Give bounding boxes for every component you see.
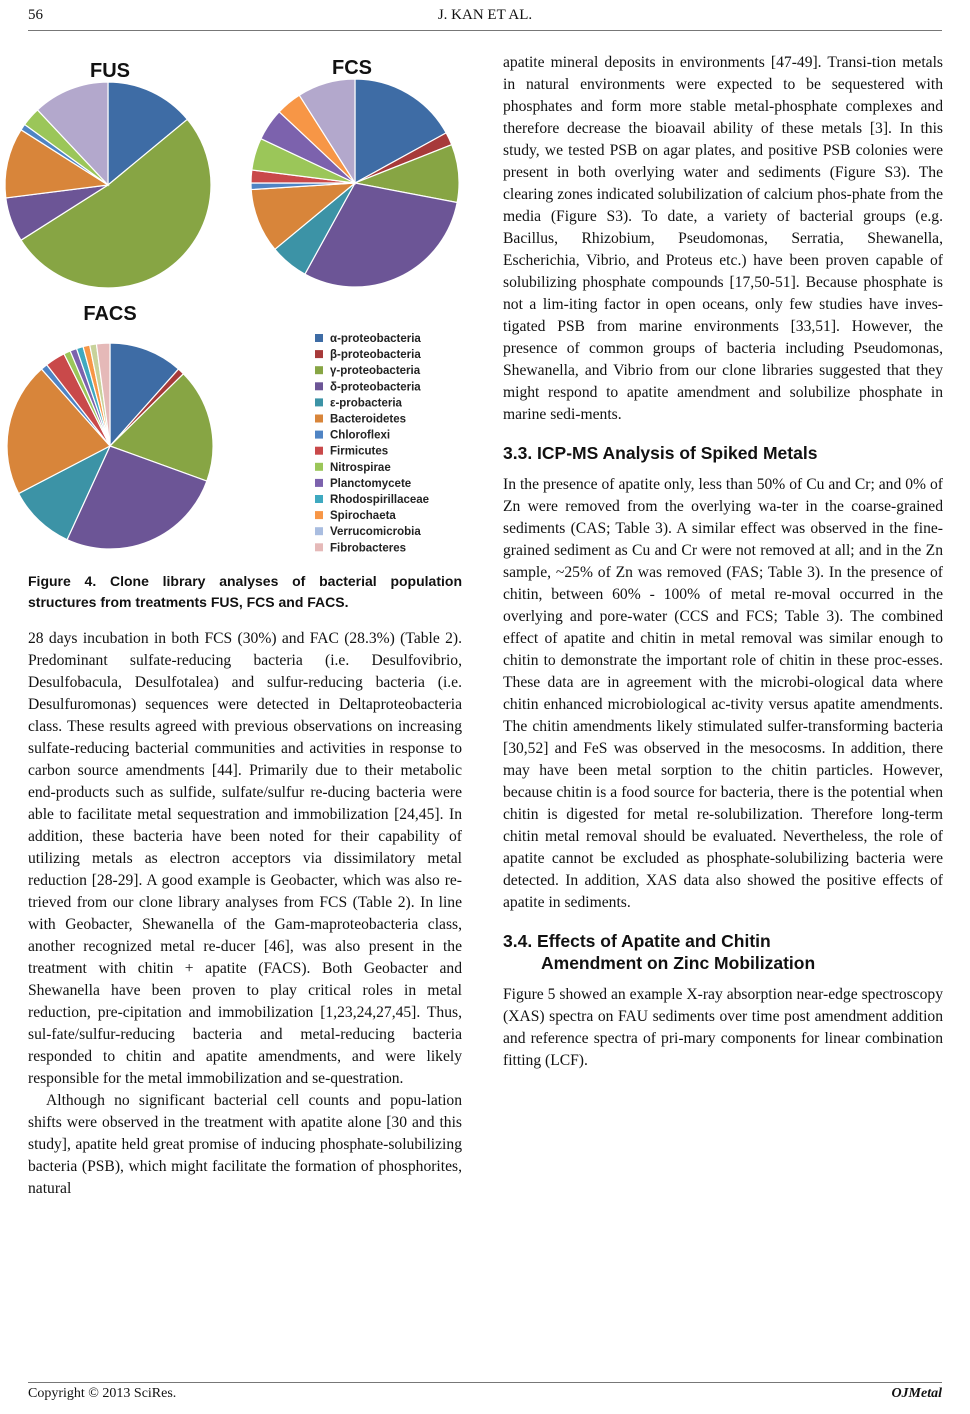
legend-label: α-proteobacteria [330, 333, 421, 345]
right-column [503, 52, 943, 1072]
footer-journal: OJMetal [891, 1386, 942, 1401]
legend-label: ε-probacteria [330, 397, 402, 410]
footer-rule [28, 1382, 942, 1383]
footer-copyright: Copyright © 2013 SciRes. [28, 1386, 177, 1401]
legend-swatch [315, 334, 323, 342]
legend-label: Firmicutes [330, 445, 389, 458]
figure-caption: Figure 4. Clone library analyses of bacterial population structures from treatments FUS, FCS and FACS. [28, 573, 462, 610]
pie-title-fus: FUS [90, 60, 130, 82]
pie-title-fcs: FCS [332, 57, 372, 79]
legend-label: δ-proteobacteria [330, 381, 421, 394]
legend-label: Verrucomicrobia [330, 526, 421, 539]
legend-label: Nitrospirae [330, 461, 391, 474]
legend-swatch [315, 350, 323, 358]
section-heading-3-3: 3.3. ICP-MS Analysis of Spiked Metals [503, 443, 818, 463]
legend-swatch [315, 366, 323, 374]
legend-swatch [315, 382, 323, 390]
legend-swatch [315, 415, 323, 423]
legend-label: Rhodospirillaceae [330, 494, 430, 506]
legend-swatch [315, 463, 323, 471]
pie-title-facs: FACS [83, 303, 137, 325]
legend-label: Bacteroidetes [330, 413, 407, 426]
section-heading-3-4-cont: Amendment on Zinc Mobilization [541, 953, 816, 973]
running-header-authors: J. KAN ET AL. [437, 7, 533, 23]
legend-swatch [315, 479, 323, 487]
paragraph: Although no significant bacterial cell counts and popu-lation shifts were observed in the treatment with apatite alone [30 and this study], apatite held great promise of inducing phosphate-solubilizing bacteria (PSB), which might facilitate the formation of phosphorites, natural [28, 1092, 462, 1197]
pie-legend [315, 333, 429, 554]
legend-label: γ-proteobacteria [330, 365, 421, 378]
legend-swatch [315, 543, 323, 551]
legend-label: Chloroflexi [330, 429, 391, 442]
left-column [28, 628, 462, 1200]
legend-swatch [315, 431, 323, 439]
legend-swatch [315, 527, 323, 535]
paragraph: Figure 5 showed an example X-ray absorption near-edge spectroscopy (XAS) spectra on FAU sediments over time post amendment addition and reference spectra of pri-mary components for linear combination fitting (LCF). [503, 986, 943, 1069]
legend-label: Fibrobacteres [330, 542, 407, 555]
legend-swatch [315, 511, 323, 519]
legend-label: Planctomycete [330, 477, 412, 490]
pie-fus [5, 82, 211, 288]
figure-4-pie-charts [0, 0, 480, 570]
paragraph: apatite mineral deposits in environments [47-49]. Transi-tion metals in natural environments were expected to be sequestered with phosphates and form more stable metal-phosphate complexes and therefore decrease the bioavail ability of these metals [3]. In this study, we tested PSB on agar plates, and positive PSB colonies were present in both overlying water and sediments (Figure S3). The clearing zones indicated solubilization of calcium phos-phate from the media (Figure S3). To date, a variety of bacterial groups (e.g. Bacillus, Rhizobium, Pseudomonas, Serratia, Shewanella, Escherichia, Vibrio, and Proteus etc.) have been proven capable of solubilizing phosphate compounds [17,50-51]. Because phosphate is not a lim-iting factor in open oceans, only few studies have inves-tigated PSB from marine environments [33,51]. However, the presence of common groups of bacteria including Pseudomonas, Shewanella, and Vibrio from our clone libraries suggested that they might respond to apatite amendment and solubilize phosphate in marine sedi-ments. [503, 54, 943, 423]
legend-swatch [315, 495, 323, 503]
page-number: 56 [28, 7, 43, 23]
legend-swatch [315, 447, 323, 455]
paragraph: 28 days incubation in both FCS (30%) and FAC (28.3%) (Table 2). Predominant sulfate-reducing bacteria (i.e. Desulfovibrio, Desulfobacula, Desulfotalea) and sulfur-reducing bacteria (i.e. Desulfuromonas) sequences were detected in Deltaproteobacteria class. These results agreed with previous observations on increasing sulfate-reducing bacterial communities and activities in response to carbon source amendments [44]. Primarily due to their metabolic end-products such as sulfide, sulfate/sulfur re-ducing bacteria were able to facilitate metal sequestration and immobilization [24,45]. In addition, these bacteria have been noted for their capability of utilizing metals as electron acceptors via dissimilatory metal reduction [28-29]. A good example is Geobacter, which was also re-trieved from our clone library analyses from FCS (Table 2). In line with Geobacter, Shewanella of the Gam-maproteobacteria class, another recognized metal re-ducer [46], was also present in the treatment with chitin + apatite (FACS). Both Geobacter and Shewanella have been proven to play critical roles in metal reduction, pre-cipitation and immobilization [1,23,24,27,45]. Thus, sul-fate/sulfur-reducing bacteria and metal-reducing bacteria responded to chitin and apatite amendments, and were likely responsible for the metal immobilization and se-questration. [28, 630, 462, 1087]
legend-label: β-proteobacteria [330, 349, 421, 362]
pie-facs [7, 343, 213, 549]
legend-label: Spirochaeta [330, 510, 396, 523]
paragraph: In the presence of apatite only, less than 50% of Cu and Cr; and 0% of Zn were removed from the overlying wa-ter in the coarse-grained sediments (CAS; Table 3). A similar effect was observed in the fine-grained sediment as Cu and Cr were not removed at all; and in the Zn sample, ~25% of Zn was removed (FAS; Table 3). In the presence of chitin, between 60% - 100% of metal re-moval occurred in the overlying and pore-water (CCS and FCS; Table 3). The combined effect of apatite and chitin in metal removal was similar enough to chitin to demonstrate the important role of chitin in these proc-esses. These data are in agreement with the microbi-ological data where chitin enhanced microbiological ac-tivity versus apatite amendments. The chitin amendments likely stimulated sulfer-transforming bacteria [30,52] and FeS was observed in the mesocosms. In addition, there may have been metal sorption to the chitin particles. However, because chitin is a food source for bacteria, there is the potential when chitin is digested for metal re-solubilization. Therefore long-term chitin metal removal should be evaluated. Nevertheless, the role of apatite cannot be excluded as phosphate-solubilizing bacteria were detected. In addition, XAS data also showed the positive effects of apatite in sediments. [503, 476, 943, 911]
section-heading-3-4: 3.4. Effects of Apatite and Chitin [503, 931, 771, 951]
legend-swatch [315, 398, 323, 406]
pie-fcs [251, 79, 459, 287]
